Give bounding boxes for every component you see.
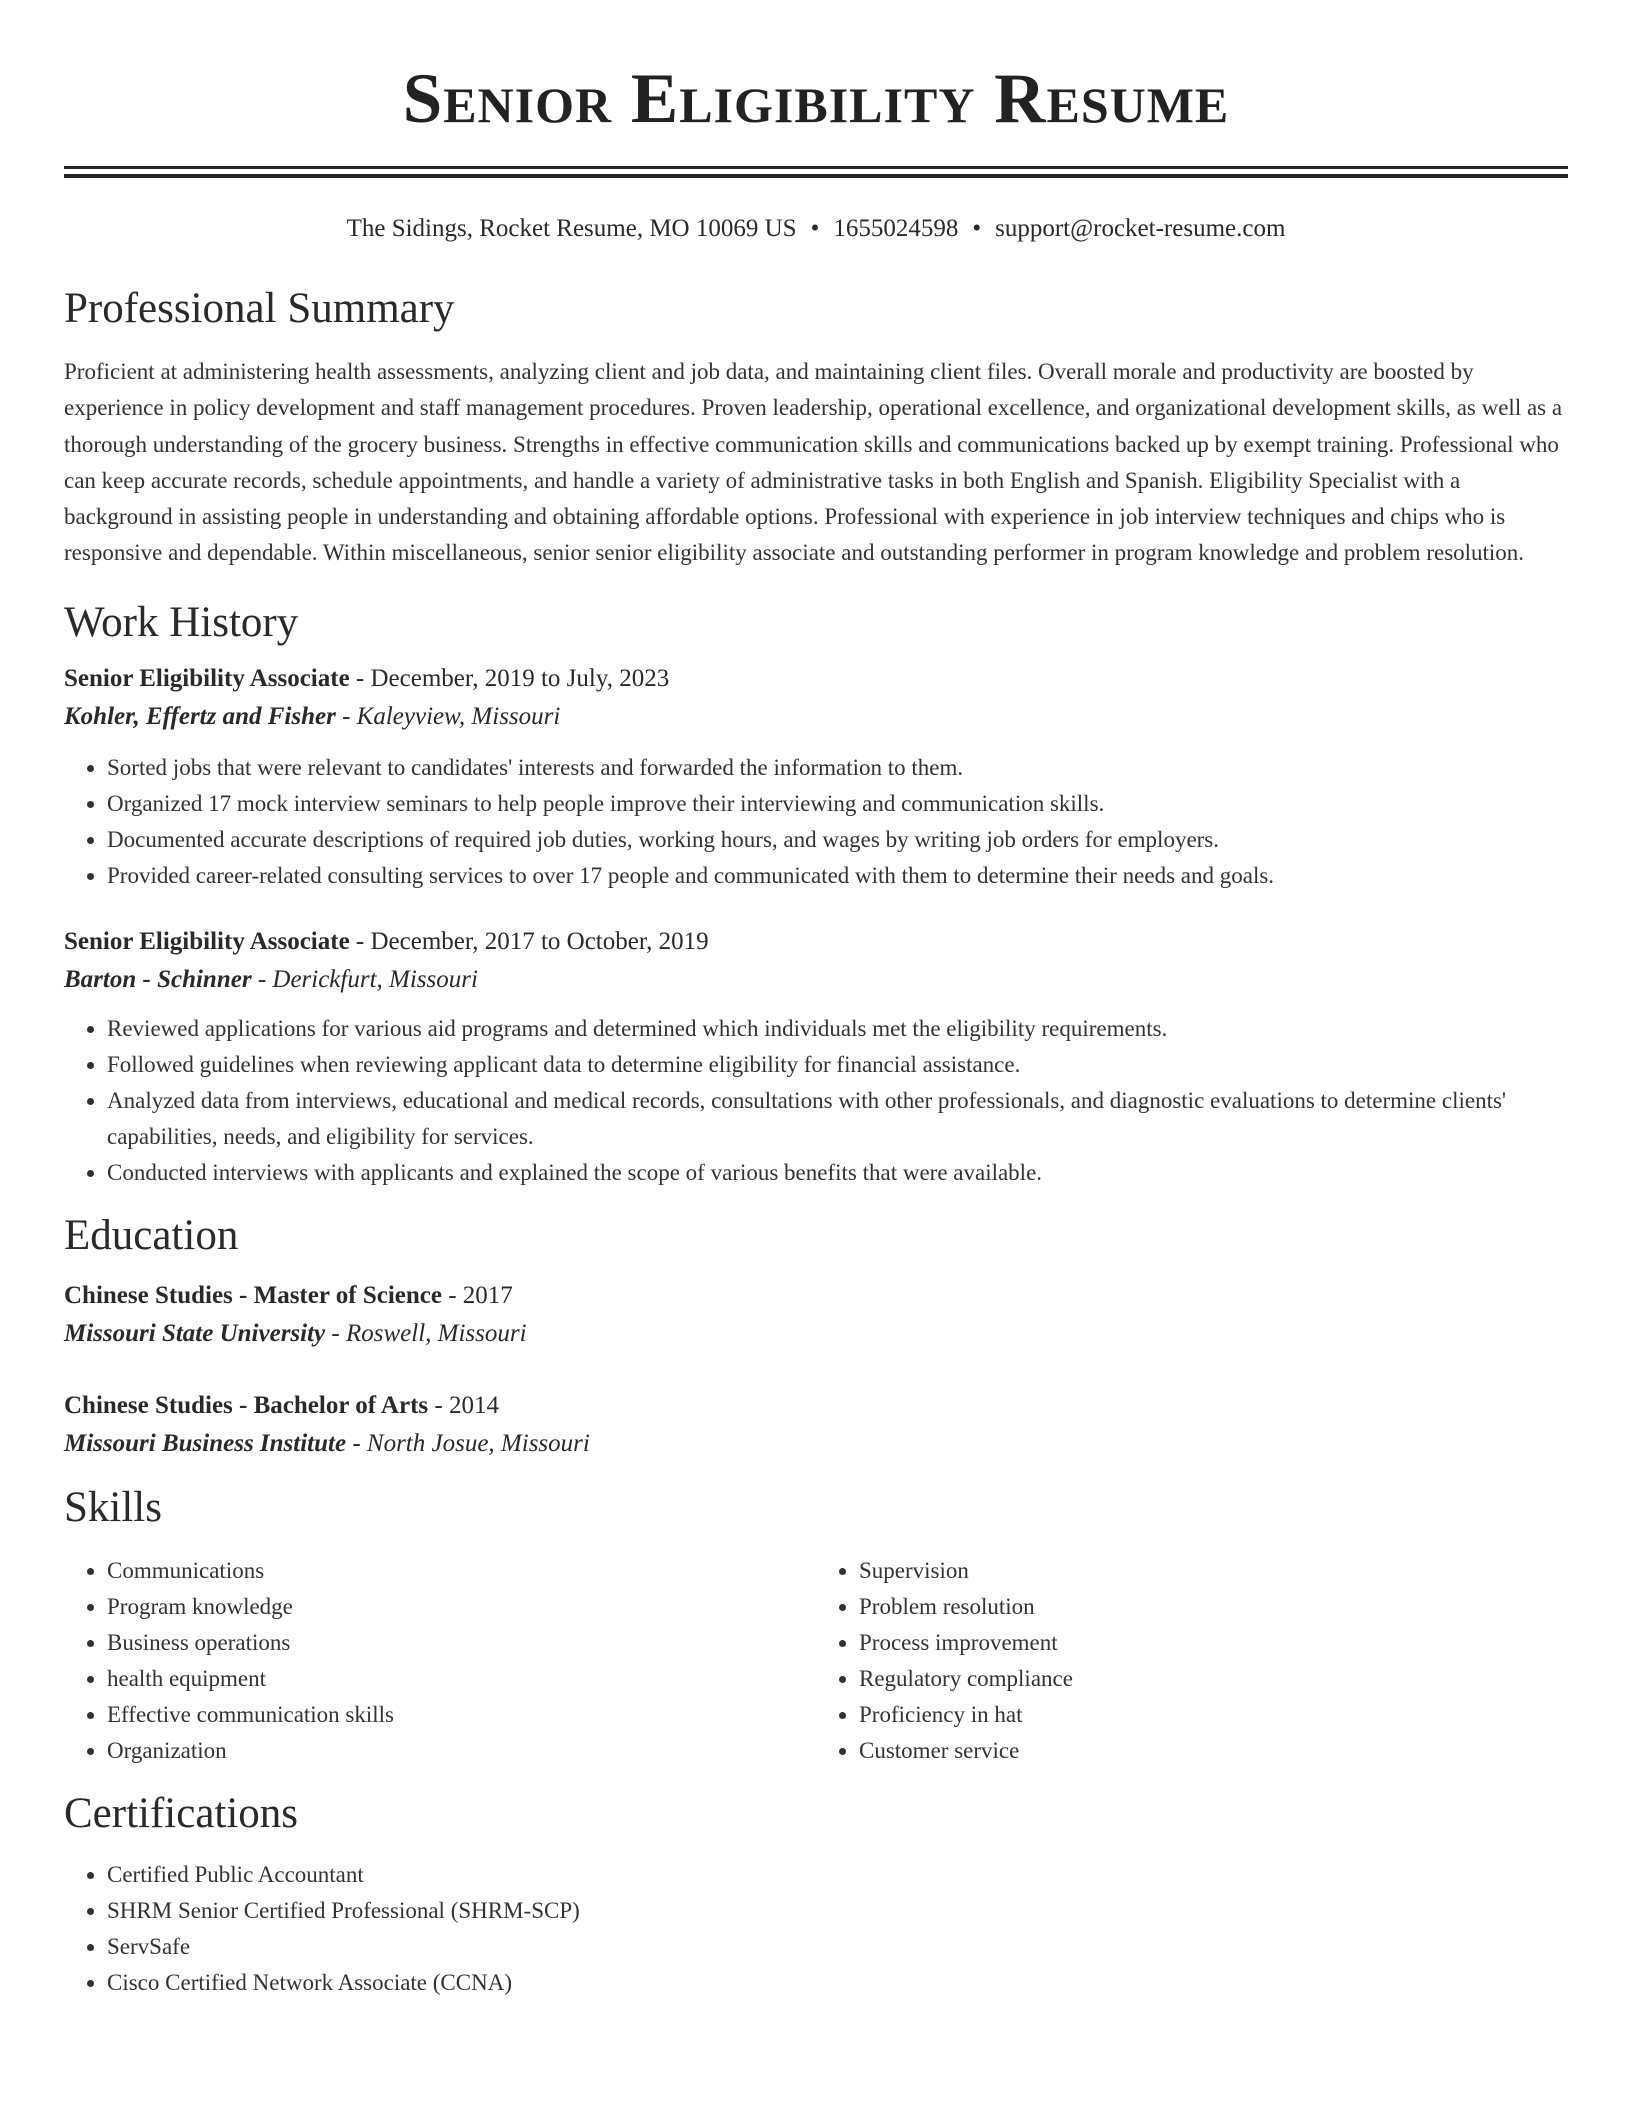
school-line — [64, 1425, 1568, 1463]
list-item: • Provided career-related consulting services to over 17 people and communicated with them to determine their needs and goals. — [107, 858, 1568, 894]
school-location: - North Josue, Missouri — [352, 1429, 590, 1457]
job-title-line — [64, 660, 1568, 698]
skills-list — [64, 1553, 1568, 1769]
list-item: • Supervision — [859, 1553, 1568, 1589]
list-item: • Communications — [107, 1553, 816, 1589]
job-company-line — [64, 961, 1568, 999]
job-location: - Kaleyview, Missouri — [342, 702, 561, 730]
job-title-line — [64, 923, 1568, 961]
degree-year: - 2017 — [448, 1281, 513, 1309]
job-dates: - December, 2017 to October, 2019 — [355, 927, 709, 955]
list-item: • Business operations — [107, 1625, 816, 1661]
school: Missouri Business Institute — [64, 1429, 347, 1457]
summary-heading: Professional Summary — [64, 285, 455, 332]
job-company: Barton - Schinner — [64, 965, 252, 993]
contact-email: support@rocket-resume.com — [995, 215, 1286, 242]
list-item: • Organized 17 mock interview seminars to help people improve their interviewing and communication skills. — [107, 786, 1568, 822]
contact-phone: 1655024598 — [833, 215, 959, 242]
summary-text: Proficient at administering health assessments, analyzing client and job data, and maintaining client files. Overall morale and productivity are boosted by experience in policy development and staff management procedures. Proven leadership, operational excellence, and organizational development skills, as well as a thorough understanding of the grocery business. Strengths in effective communication skills and communications backed up by exempt training. Professional who can keep accurate records, schedule appointments, and handle a variety of administrative tasks in both English and Spanish. Eligibility Specialist with a background in assisting people in understanding and obtaining affordable options. Professional with experience in job interview techniques and chips who is responsive and dependable. Within miscellaneous, senior senior eligibility associate and outstanding performer in program knowledge and problem resolution. — [64, 359, 1563, 566]
title-divider-top — [64, 166, 1568, 169]
contact-separator: • — [972, 215, 982, 242]
job-bullets — [64, 1011, 1568, 1191]
certifications-heading: Certifications — [64, 1789, 299, 1837]
list-item: • Customer service — [859, 1733, 1568, 1769]
education-entry — [64, 1277, 1568, 1353]
education-heading: Education — [64, 1211, 239, 1259]
list-item: • SHRM Senior Certified Professional (SHRM-SCP) — [107, 1893, 1568, 1929]
list-item: • Organization — [107, 1733, 816, 1769]
list-item: • Proficiency in hat — [859, 1697, 1568, 1733]
list-item: • Effective communication skills — [107, 1697, 816, 1733]
list-item: • Process improvement — [859, 1625, 1568, 1661]
title-divider-bottom — [64, 174, 1568, 178]
list-item: • health equipment — [107, 1661, 816, 1697]
job-entry — [64, 923, 1568, 1191]
list-item: • Analyzed data from interviews, educational and medical records, consultations with other professionals, and diagnostic evaluations to determine clients' capabilities, needs, and eligibility for services. — [107, 1083, 1568, 1155]
list-item: • Cisco Certified Network Associate (CCNA) — [107, 1965, 1568, 2001]
list-item: • Reviewed applications for various aid programs and determined which individuals met the eligibility requirements. — [107, 1011, 1568, 1047]
contact-separator: • — [810, 215, 820, 242]
job-title: Senior Eligibility Associate — [64, 664, 350, 692]
resume-page — [64, 0, 1568, 2001]
skills-heading: Skills — [64, 1483, 162, 1531]
job-entry — [64, 660, 1568, 894]
list-item: • Conducted interviews with applicants and explained the scope of various benefits that were available. — [107, 1155, 1568, 1191]
school: Missouri State University — [64, 1319, 326, 1347]
list-item: • Regulatory compliance — [859, 1661, 1568, 1697]
work-history-heading: Work History — [64, 598, 299, 646]
list-item: • Certified Public Accountant — [107, 1857, 1568, 1893]
degree: Chinese Studies - Bachelor of Arts — [64, 1391, 429, 1419]
school-line — [64, 1315, 1568, 1353]
list-item: • Documented accurate descriptions of required job duties, working hours, and wages by writing job orders for employers. — [107, 822, 1568, 858]
job-company-line — [64, 698, 1568, 736]
degree: Chinese Studies - Master of Science — [64, 1281, 442, 1309]
skills-column-left — [64, 1553, 816, 1769]
job-dates: - December, 2019 to July, 2023 — [355, 664, 670, 692]
job-location: - Derickfurt, Missouri — [257, 965, 478, 993]
certifications-list — [64, 1857, 1568, 2001]
contact-address: The Sidings, Rocket Resume, MO 10069 US — [346, 215, 797, 242]
school-location: - Roswell, Missouri — [331, 1319, 527, 1347]
list-item: • Program knowledge — [107, 1589, 816, 1625]
job-company: Kohler, Effertz and Fisher — [64, 702, 336, 730]
skills-column-right — [816, 1553, 1568, 1769]
degree-line — [64, 1277, 1568, 1315]
resume-title: Senior Eligibility Resume — [402, 60, 1230, 138]
list-item: • Followed guidelines when reviewing applicant data to determine eligibility for financial assistance. — [107, 1047, 1568, 1083]
degree-year: - 2014 — [434, 1391, 499, 1419]
education-entry — [64, 1387, 1568, 1463]
job-bullets — [64, 750, 1568, 894]
list-item: • ServSafe — [107, 1929, 1568, 1965]
list-item: • Problem resolution — [859, 1589, 1568, 1625]
job-title: Senior Eligibility Associate — [64, 927, 350, 955]
degree-line — [64, 1387, 1568, 1425]
contact-line — [64, 214, 1568, 244]
list-item: • Sorted jobs that were relevant to candidates' interests and forwarded the information to them. — [107, 750, 1568, 786]
